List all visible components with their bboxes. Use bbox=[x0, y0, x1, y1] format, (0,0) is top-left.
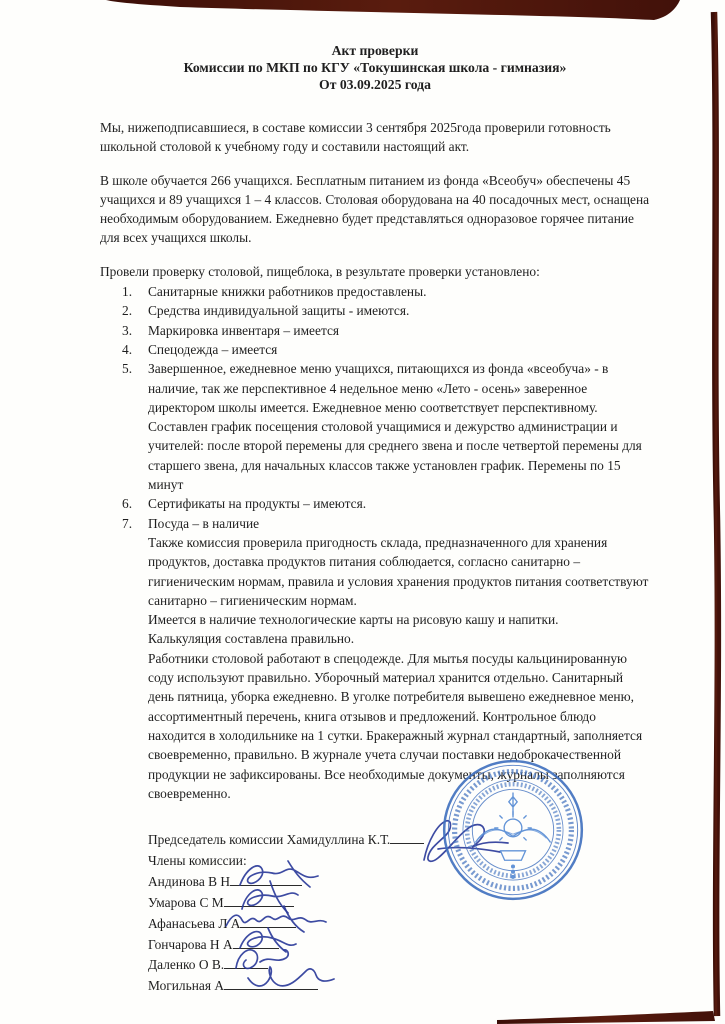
finding-text: Маркировка инвентаря – имеется bbox=[148, 322, 340, 338]
chairman-label: Председатель комиссии Хамидуллина К.Т. bbox=[148, 832, 391, 848]
finding-number: 4. bbox=[122, 341, 133, 357]
signature-line bbox=[233, 937, 279, 949]
finding-number: 6. bbox=[122, 496, 133, 512]
finding-number: 2. bbox=[122, 303, 133, 319]
finding-number: 3. bbox=[122, 322, 133, 338]
finding-item-6 bbox=[100, 494, 650, 513]
finding-item-7 bbox=[100, 514, 650, 533]
photo-edge-top bbox=[106, 0, 680, 20]
paragraph-check-lead: Провели проверку столовой, пищеблока, в результате проверки установлено: bbox=[100, 263, 540, 279]
finding-item-3 bbox=[100, 321, 650, 340]
finding-item-2 bbox=[100, 301, 650, 320]
official-stamp bbox=[440, 757, 586, 903]
finding-text: Санитарные книжки работников предоставлены. bbox=[148, 284, 427, 300]
signature-line bbox=[224, 957, 268, 969]
title-line-2: Комиссии по МКП по КГУ «Токушинская школа - гимназия» bbox=[183, 60, 567, 75]
finding-text: Спецодежда – имеется bbox=[148, 341, 278, 357]
finding-text: Средства индивидуальной защиты - имеются. bbox=[148, 303, 410, 319]
member-name: Гончарова Н А bbox=[148, 936, 233, 952]
finding-text: Посуда – в наличие bbox=[148, 515, 260, 531]
finding-item-4 bbox=[100, 340, 650, 359]
paragraph-school-info: В школе обучается 266 учащихся. Бесплатным питанием из фонда «Всеобуч» обеспечены 45 учащихся и 89 учащихся 1 – 4 классов. Столовая оборудована на 40 посадочных мест, оснащена необходимым оборудованием. Ежедневно будет представляться одноразовое горячее питание для всех учащихся школы. bbox=[100, 172, 650, 246]
title-line-1: Акт проверки bbox=[331, 43, 419, 58]
stamp-emblem bbox=[475, 792, 550, 878]
signature-row-member-5 bbox=[148, 955, 650, 976]
signature-line bbox=[224, 895, 294, 907]
member-name: Афанасьева Л А bbox=[148, 915, 241, 931]
member-name: Андинова В Н bbox=[148, 873, 231, 889]
signature-row-member-3 bbox=[148, 914, 650, 935]
finding-number: 7. bbox=[122, 515, 133, 531]
signature-row-member-6 bbox=[148, 976, 650, 997]
member-name: Даленко О В. bbox=[148, 957, 225, 973]
paragraph-final: Работники столовой работают в спецодежде. Для мытья посуды кальцинированную соду используют правильно. Уборочный материал хранится отдельно. Санитарный день пятница, уборка ежедневно. В уголке потребителя вывешено ежедневное меню, ассортиментный перечень, книга отзывов и предложений. Контрольное блюдо находится в холодильнике на 1 сутки. Бракеражный журнал стандартный, заполняется своевременно, правильно. В журнале учета случаи поставки недоброкачественной продукции не зафиксированы. Все необходимые документы, журналы заполняются своевременно. bbox=[148, 650, 643, 801]
finding-item-5 bbox=[100, 359, 650, 494]
paragraph-calculation: Калькуляция составлена правильно. bbox=[148, 631, 355, 647]
photo-edge-bottom bbox=[497, 1011, 715, 1024]
paragraph-intro: Мы, нижеподписавшиеся, в составе комиссии 3 сентября 2025года проверили готовность школьной столовой к учебному году и составили настоящий акт. bbox=[100, 120, 611, 155]
paragraph-tech-cards: Имеется в наличие технологические карты на рисовую кашу и напитки. bbox=[148, 612, 559, 628]
signature-line bbox=[224, 978, 318, 990]
photo-edge-right bbox=[714, 12, 718, 1016]
finding-text: Завершенное, ежедневное меню учащихся, питающихся из фонда «всеобуча» - в наличие, так же перспективное 4 недельное меню «Лето - осень» заверенное директором школы имеется. Ежедневное меню соответствует перспективному. Составлен график посещения столовой учащимися и дежурство администрации и учителей: после второй перемены для среднего звена и после четвертой перемены для старшего звена, для начальных классов также установлен график. Перемены по 15 минут bbox=[148, 361, 642, 493]
member-name: Могильная А bbox=[148, 978, 225, 994]
paragraph-storage-check: Также комиссия проверила пригодность склада, предназначенного для хранения продуктов, доставка продуктов питания соблюдается, согласно санитарно – гигиеническим нормам, правила и условия хранения продуктов питания соответствуют санитарно – гигиеническим нормам. bbox=[148, 534, 649, 608]
member-name: Умарова С М bbox=[148, 894, 224, 910]
signature-line bbox=[390, 832, 424, 844]
finding-number: 5. bbox=[122, 361, 133, 377]
signature-line bbox=[230, 874, 302, 886]
finding-text: Сертификаты на продукты – имеются. bbox=[148, 496, 367, 512]
title-line-3: От 03.09.2025 года bbox=[319, 77, 431, 92]
finding-item-1 bbox=[100, 282, 650, 301]
signature-row-member-4 bbox=[148, 935, 650, 956]
members-label: Члены комиссии: bbox=[148, 852, 247, 868]
signature-line bbox=[240, 916, 296, 928]
findings-list bbox=[100, 282, 650, 533]
document-title bbox=[100, 42, 650, 93]
finding-number: 1. bbox=[122, 284, 133, 300]
